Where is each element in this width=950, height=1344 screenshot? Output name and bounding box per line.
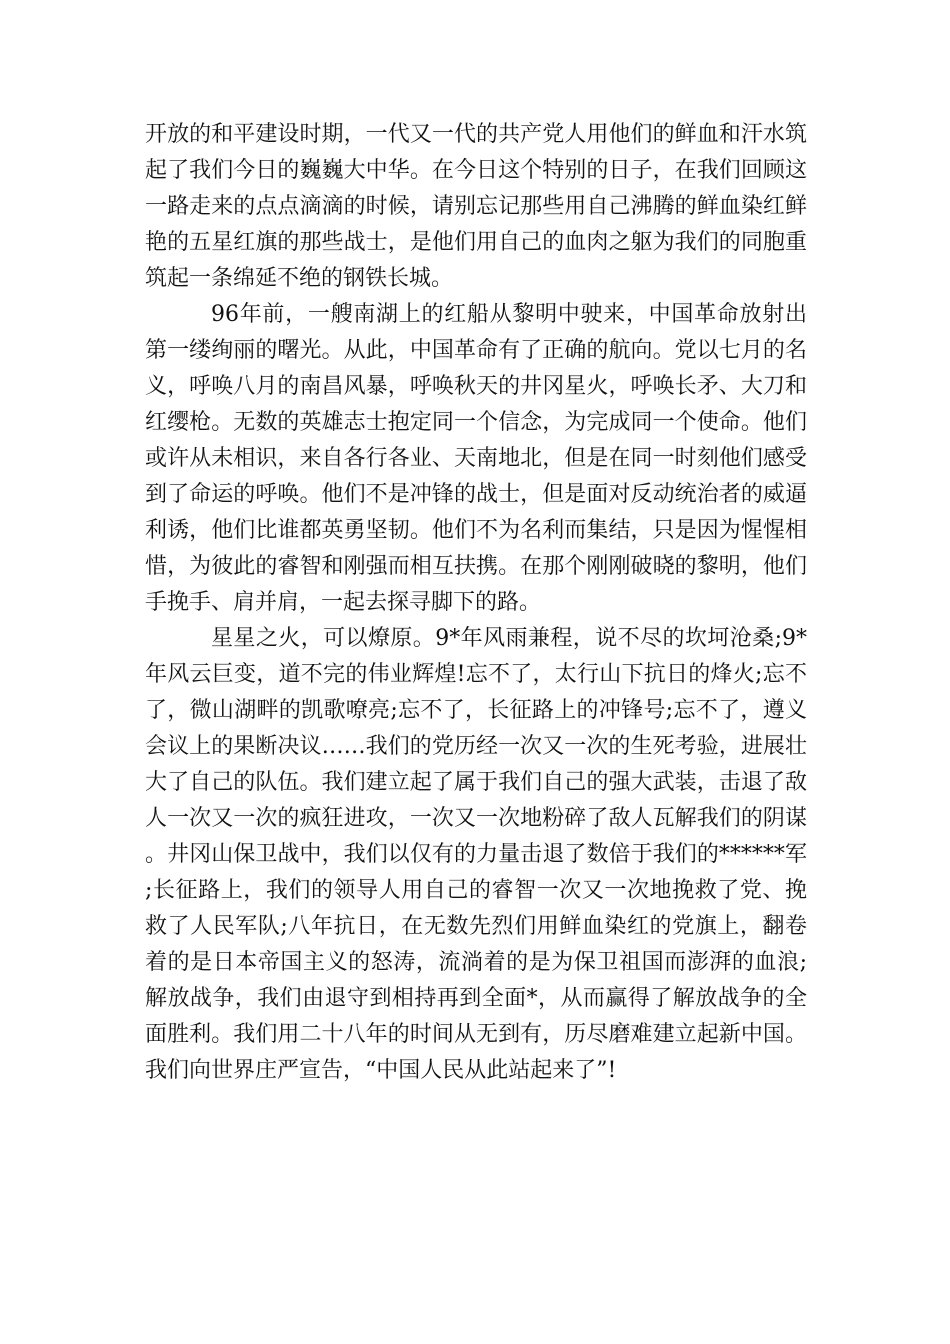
document-page (145, 117, 807, 1089)
paragraph-2: 96年前，一艘南湖上的红船从黎明中驶来，中国革命放射出第一缕绚丽的曙光。从此，中国革命有了正确的航向。党以七月的名义，呼唤八月的南昌风暴，呼唤秋天的井冈星火，呼唤长矛、大刀和红缨枪。无数的英雄志士抱定同一个信念，为完成同一个使命。他们或许从未相识，来自各行各业、天南地北，但是在同一时刻他们感受到了命运的呼唤。他们不是冲锋的战士，但是面对反动统治者的威逼利诱，他们比谁都英勇坚韧。他们不为名利而集结，只是因为惺惺相惜，为彼此的睿智和刚强而相互扶携。在那个刚刚破晓的黎明，他们手挽手、肩并肩，一起去探寻脚下的路。 (145, 302, 807, 615)
paragraph-1: 开放的和平建设时期，一代又一代的共产党人用他们的鲜血和汗水筑起了我们今日的巍巍大中华。在今日这个特别的日子，在我们回顾这一路走来的点点滴滴的时候，请别忘记那些用自己沸腾的鲜血染红鲜艳的五星红旗的那些战士，是他们用自己的血肉之躯为我们的同胞重筑起一条绵延不绝的钢铁长城。 (145, 122, 807, 291)
paragraph-3: 星星之火，可以燎原。9*年风雨兼程，说不尽的坎坷沧桑;9*年风云巨变，道不完的伟业辉煌!忘不了，太行山下抗日的烽火;忘不了，微山湖畔的凯歌嘹亮;忘不了，长征路上的冲锋号;忘不了，遵义会议上的果断决议……我们的党历经一次又一次的生死考验，进展壮大了自己的队伍。我们建立起了属于我们自己的强大武装，击退了敌人一次又一次的疯狂进攻，一次又一次地粉碎了敌人瓦解我们的阴谋。井冈山保卫战中，我们以仅有的力量击退了数倍于我们的******军;长征路上，我们的领导人用自己的睿智一次又一次地挽救了党、挽救了人民军队;八年抗日，在无数先烈们用鲜血染红的党旗上，翻卷着的是日本帝国主义的怒涛，流淌着的是为保卫祖国而澎湃的血浪;解放战争，我们由退守到相持再到全面*，从而赢得了解放战争的全面胜利。我们用二十八年的时间从无到有，历尽磨难建立起新中国。我们向世界庄严宣告，“中国人民从此站起来了”! (145, 626, 807, 1083)
